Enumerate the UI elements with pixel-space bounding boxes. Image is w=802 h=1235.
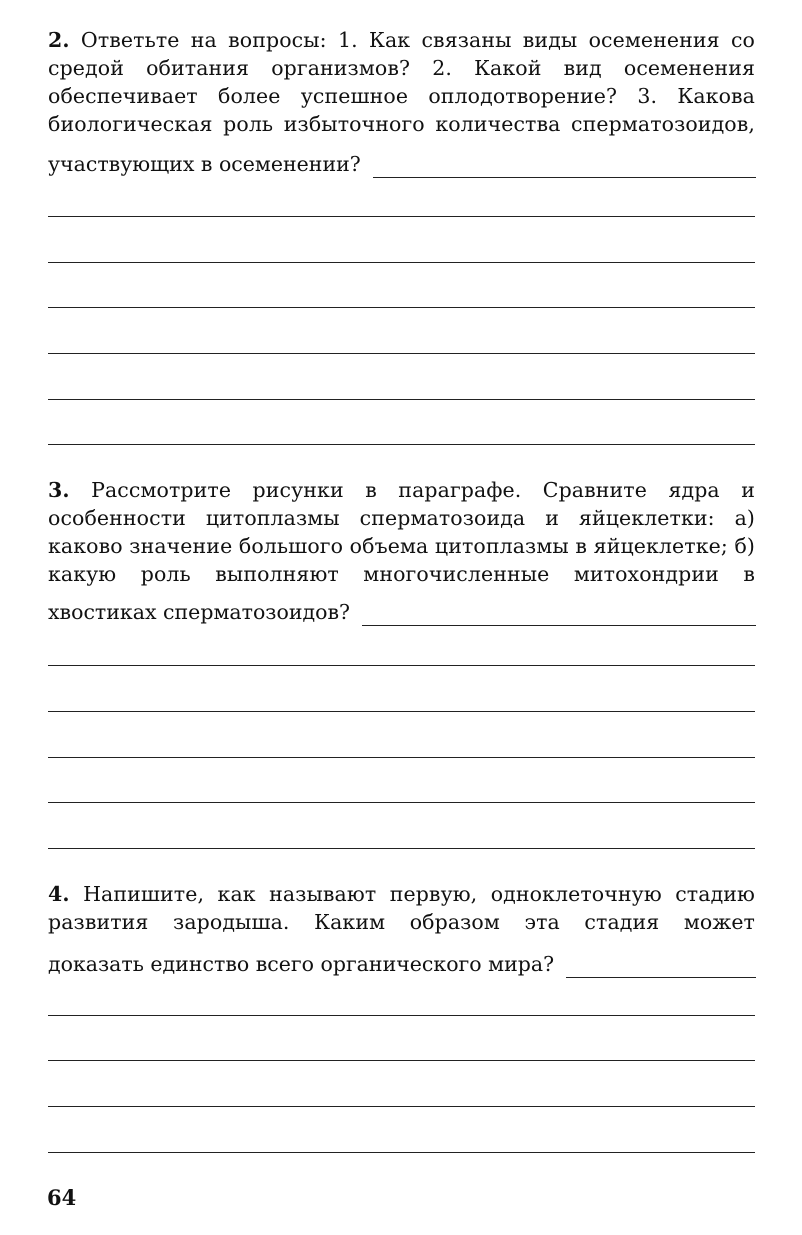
question-3-last-line xyxy=(48,598,756,626)
question-2-body: Ответьте на вопросы: 1. Как связаны виды осеменения со средой обитания организмов? 2. Какой вид осеменения обеспечивает более успешное оплодотворение? 3. Какова биологическая роль избыточного количества сперматозоидов, xyxy=(48,28,756,136)
answer-line[interactable] xyxy=(48,444,755,445)
question-2-text xyxy=(48,26,755,138)
question-4-body: Напишите, как называют первую, одноклеточную стадию развития зародыша. Каким образом эта стадия может xyxy=(48,882,755,934)
question-3-tail: хвостиках сперматозоидов? xyxy=(48,600,350,624)
answer-line[interactable] xyxy=(48,1060,755,1061)
answer-line[interactable] xyxy=(48,848,755,849)
question-4-text xyxy=(48,880,755,936)
answer-line[interactable] xyxy=(48,1015,755,1016)
question-3-text xyxy=(48,476,755,588)
answer-line[interactable] xyxy=(362,605,756,626)
question-4-last-line xyxy=(48,950,756,978)
question-3-body: Рассмотрите рисунки в параграфе. Сравните ядра и особенности цитоплазмы сперматозоида и яйцеклетки: а) каково значение большого объема цитоплазмы в яйцеклетке; б) какую роль выполняют многочисленные митохондрии в xyxy=(48,478,756,586)
question-4-number: 4. xyxy=(48,882,70,906)
answer-line[interactable] xyxy=(48,399,755,400)
question-4-tail: доказать единство всего органического мира? xyxy=(48,952,555,976)
answer-line[interactable] xyxy=(48,262,755,263)
answer-line[interactable] xyxy=(48,711,755,712)
answer-line[interactable] xyxy=(373,157,756,178)
question-2-last-line xyxy=(48,150,756,178)
answer-line[interactable] xyxy=(48,353,755,354)
question-2-tail: участвующих в осеменении? xyxy=(48,152,361,176)
answer-line[interactable] xyxy=(48,665,755,666)
answer-line[interactable] xyxy=(566,957,756,978)
answer-line[interactable] xyxy=(48,1106,755,1107)
answer-line[interactable] xyxy=(48,307,755,308)
answer-line[interactable] xyxy=(48,1152,755,1153)
answer-line[interactable] xyxy=(48,802,755,803)
page-number: 64 xyxy=(47,1185,77,1210)
answer-line[interactable] xyxy=(48,757,755,758)
answer-line[interactable] xyxy=(48,216,755,217)
question-3-number: 3. xyxy=(48,478,70,502)
question-2-number: 2. xyxy=(48,28,70,52)
